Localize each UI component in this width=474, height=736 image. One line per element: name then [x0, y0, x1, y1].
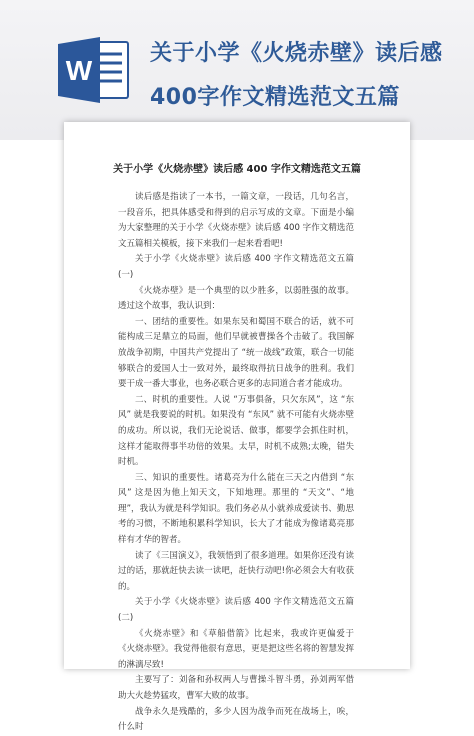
paragraph: 战争永久是残酷的，多少人因为战争而死在战场上，唉，什么时 [118, 706, 354, 733]
banner-title-line-1: 关于小学《火烧赤壁》读后感 [150, 41, 443, 66]
paragraph: 三、知识的重要性。诸葛亮为什么能在三天之内借到 “东风” 这是因为他上知天文，下知地理。那里的 “天文”、“地理”，我认为就是科学知识。我们务必从小就养成爱读书、勤思考的习惯，不断地积累科学知识，长大了才能成为像诸葛亮那样有才华的智者。 [118, 472, 354, 546]
paragraph: 一、团结的重要性。如果东吴和蜀国不联合的话，就不可能构成三足鼎立的局面，他们早就被曹操各个击破了。我国解放战争初期，中国共产党提出了 “统一战线”政策，联合一切能够联合的爱国人士一致对外，最终取得抗日战争的胜利。我们要干成一番大事业，也务必联合更多的志同道合者才能成功。 [118, 316, 354, 390]
header-banner [0, 0, 474, 140]
document-title: 关于小学《火烧赤壁》读后感 400 字作文精选范文五篇 [113, 164, 361, 175]
paragraph: 关于小学《火烧赤壁》读后感 400 字作文精选范文五篇(二) [118, 597, 354, 624]
paragraph: 二、时机的重要性。人说 “万事俱备，只欠东风”，这 “东风” 就是我要说的时机。如果没有 “东风” 就不可能有火烧赤壁的成功。所以说，我们无论说话、做事，都要学会抓住时机，这样才能取得事半功倍的效果。太早，时机不成熟;太晚，错失时机。 [118, 394, 354, 468]
paragraph: 《火烧赤壁》和《草船借箭》比起来，我或许更偏爱于《火烧赤壁》。我觉得他很有意思，更是把这些名将的智慧发挥的淋漓尽致! [118, 628, 354, 670]
document-page [64, 122, 410, 733]
word-document-icon [56, 36, 132, 104]
paragraph: 关于小学《火烧赤壁》读后感 400 字作文精选范文五篇(一) [118, 254, 354, 280]
word-icon-letter: W [65, 55, 93, 86]
paragraph: 主要写了：刘备和孙权两人与曹操斗智斗勇，孙刘两军借助大火趁势猛攻，曹军大败的故事。 [118, 675, 354, 701]
banner-title-line-2: 400字作文精选范文五篇 [150, 85, 400, 110]
document-body [118, 190, 354, 736]
paragraph: 读了《三国演义》，我领悟到了很多道理。如果你还没有读过的话，那就赶快去读一读吧，赶快行动吧!你必须会大有收获的。 [118, 550, 354, 592]
paragraph: 读后感是指读了一本书，一篇文章，一段话，几句名言，一段音乐，把具体感受和得到的启示写成的文章。下面是小编为大家整理的关于小学《火烧赤壁》读后感 400 字作文精选范文五篇相关模板，接下来我们一起来看看吧! [118, 192, 354, 249]
paragraph: 《火烧赤壁》是一个典型的以少胜多，以弱胜强的故事。透过这个故事，我认识到： [118, 285, 354, 312]
